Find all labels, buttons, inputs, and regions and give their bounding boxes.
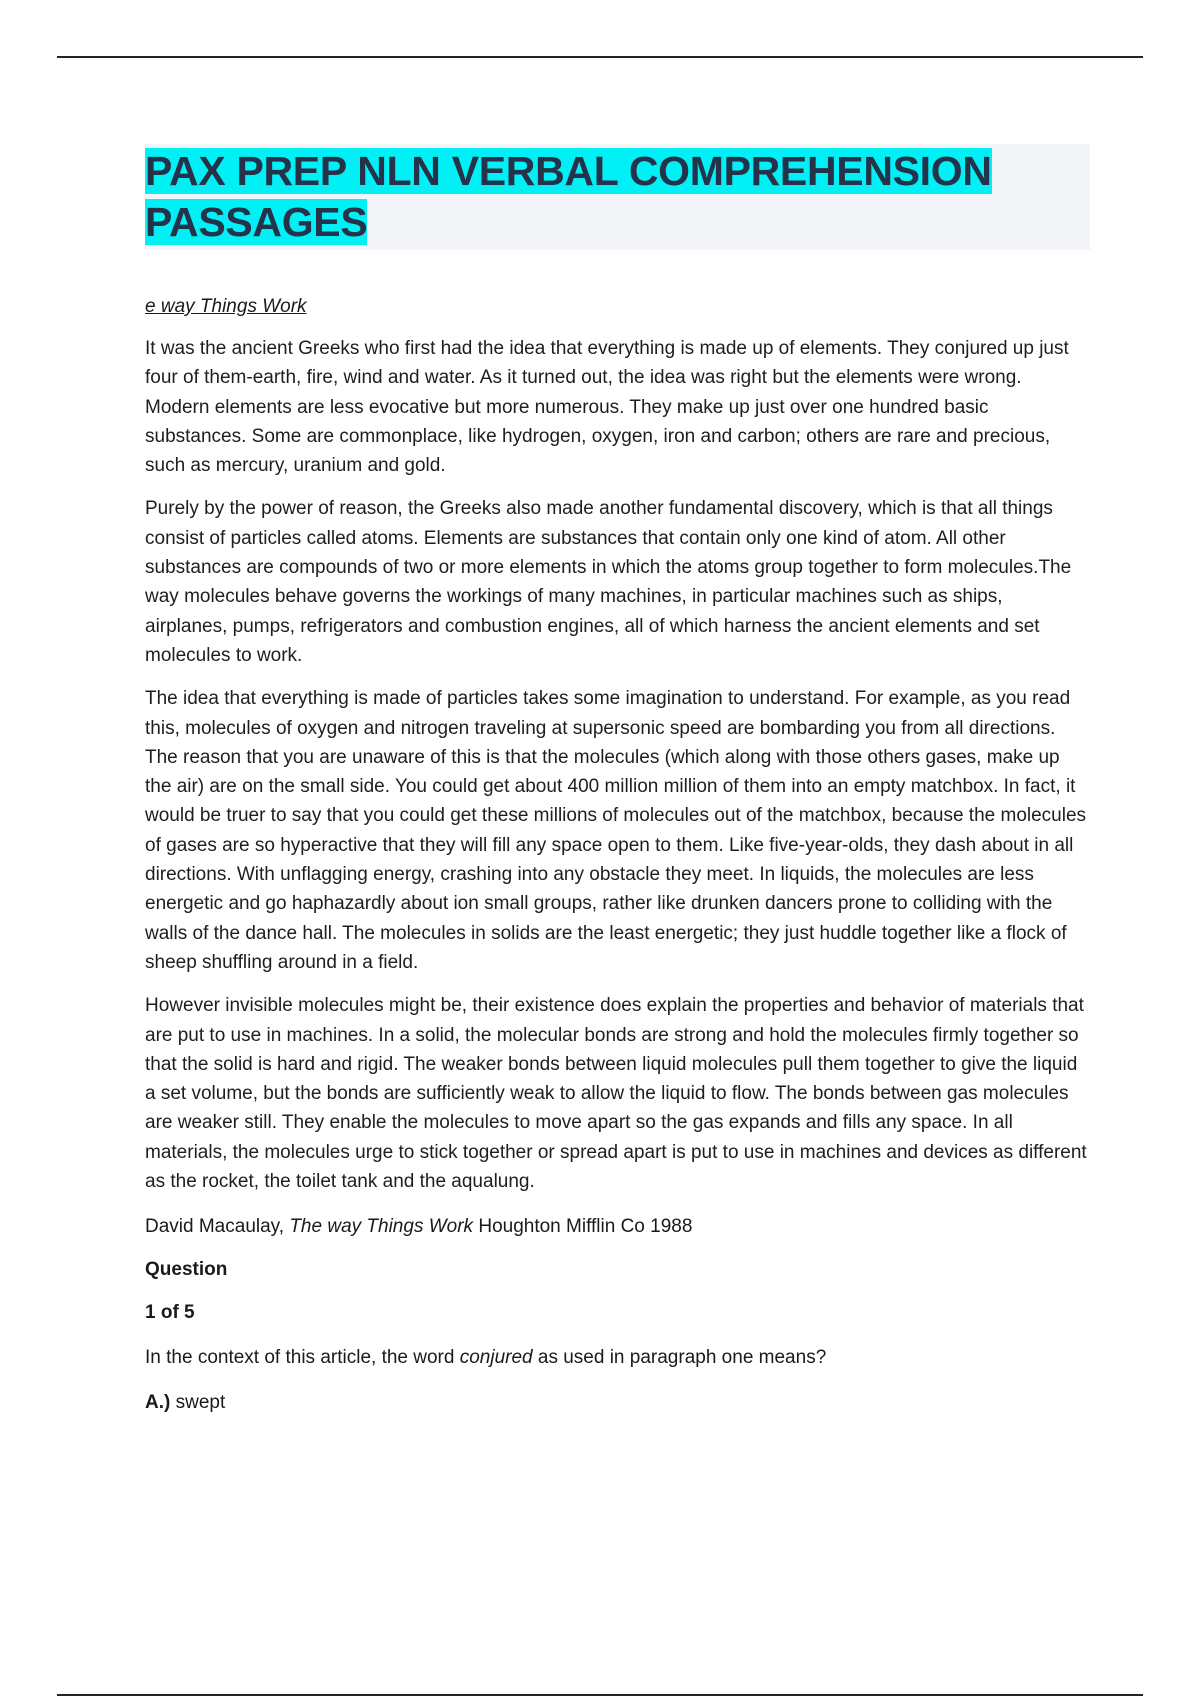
- top-rule: [57, 56, 1143, 58]
- bottom-rule: [57, 1694, 1143, 1696]
- passage-source-title: e way Things Work: [145, 296, 307, 317]
- question-prompt-term: conjured: [459, 1347, 533, 1369]
- question-prompt-before: In the context of this article, the word: [145, 1347, 460, 1369]
- citation-author: David Macaulay,: [145, 1216, 290, 1238]
- citation: [145, 1212, 1090, 1241]
- title-band: [145, 144, 1090, 250]
- document-title: [145, 146, 1090, 248]
- question-prompt: [145, 1343, 1090, 1372]
- answer-option-a-text: swept: [170, 1392, 226, 1414]
- paragraph-3: The idea that everything is made of particles takes some imagination to understand. For example, as you read this, molecules of oxygen and nitrogen traveling at supersonic speed are bombarding you from all directions. The reason that you are unaware of this is that the molecules (which along with those others gases, make up the air) are on the small side. You could get about 400 million million of them into an empty matchbox. In fact, it would be truer to say that you could get these millions of molecules out of the matchbox, because the molecules of gases are so hyperactive that they will fill any space open to them. Like five-year-olds, they dash about in all directions. With unflagging energy, crashing into any obstacle they meet. In liquids, the molecules are less energetic and go haphazardly about ion small groups, rather like drunken dancers prone to colliding with the walls of the dance hall. The molecules in solids are the least energetic; they just huddle together like a flock of sheep shuffling around in a field.: [145, 688, 1087, 973]
- citation-publisher: Houghton Mifflin Co 1988: [473, 1216, 693, 1238]
- paragraph-4: However invisible molecules might be, their existence does explain the properties and behavior of materials that are put to use in machines. In a solid, the molecular bonds are strong and hold the molecules firmly together so that the solid is hard and rigid. The weaker bonds between liquid molecules pull them together to give the liquid a set volume, but the bonds are sufficiently weak to allow the liquid to flow. The bonds between gas molecules are weaker still. They enable the molecules to move apart so the gas expands and fills any space. In all materials, the molecules urge to stick together or spread apart is put to use in machines and devices as different as the rocket, the toilet tank and the aqualung.: [145, 995, 1087, 1193]
- answer-option-a[interactable]: [145, 1388, 1090, 1417]
- question-heading: Question: [145, 1259, 228, 1281]
- question-prompt-after: as used in paragraph one means?: [532, 1347, 827, 1369]
- question-counter: 1 of 5: [145, 1302, 195, 1324]
- document-body: [145, 144, 1090, 1417]
- paragraph-2: Purely by the power of reason, the Greeks also made another fundamental discovery, which is that all things consist of particles called atoms. Elements are substances that contain only one kind of atom. All other substances are compounds of two or more elements in which the atoms group together to form molecules.The way molecules behave governs the workings of many machines, in particular machines such as ships, airplanes, pumps, refrigerators and combustion engines, all of which harness the ancient elements and set molecules to work.: [145, 498, 1072, 666]
- citation-book: The way Things Work: [289, 1216, 474, 1238]
- title-line-1: PAX PREP NLN VERBAL COMPREHENSION: [145, 148, 992, 194]
- title-line-2: PASSAGES: [145, 199, 368, 245]
- answer-option-a-letter: A.): [145, 1392, 171, 1414]
- paragraph-1: It was the ancient Greeks who first had the idea that everything is made up of elements. They conjured up just four of them-earth, fire, wind and water. As it turned out, the idea was right but the elements were wrong. Modern elements are less evocative but more numerous. They make up just over one hundred basic substances. Some are commonplace, like hydrogen, oxygen, iron and carbon; others are rare and precious, such as mercury, uranium and gold.: [145, 338, 1069, 477]
